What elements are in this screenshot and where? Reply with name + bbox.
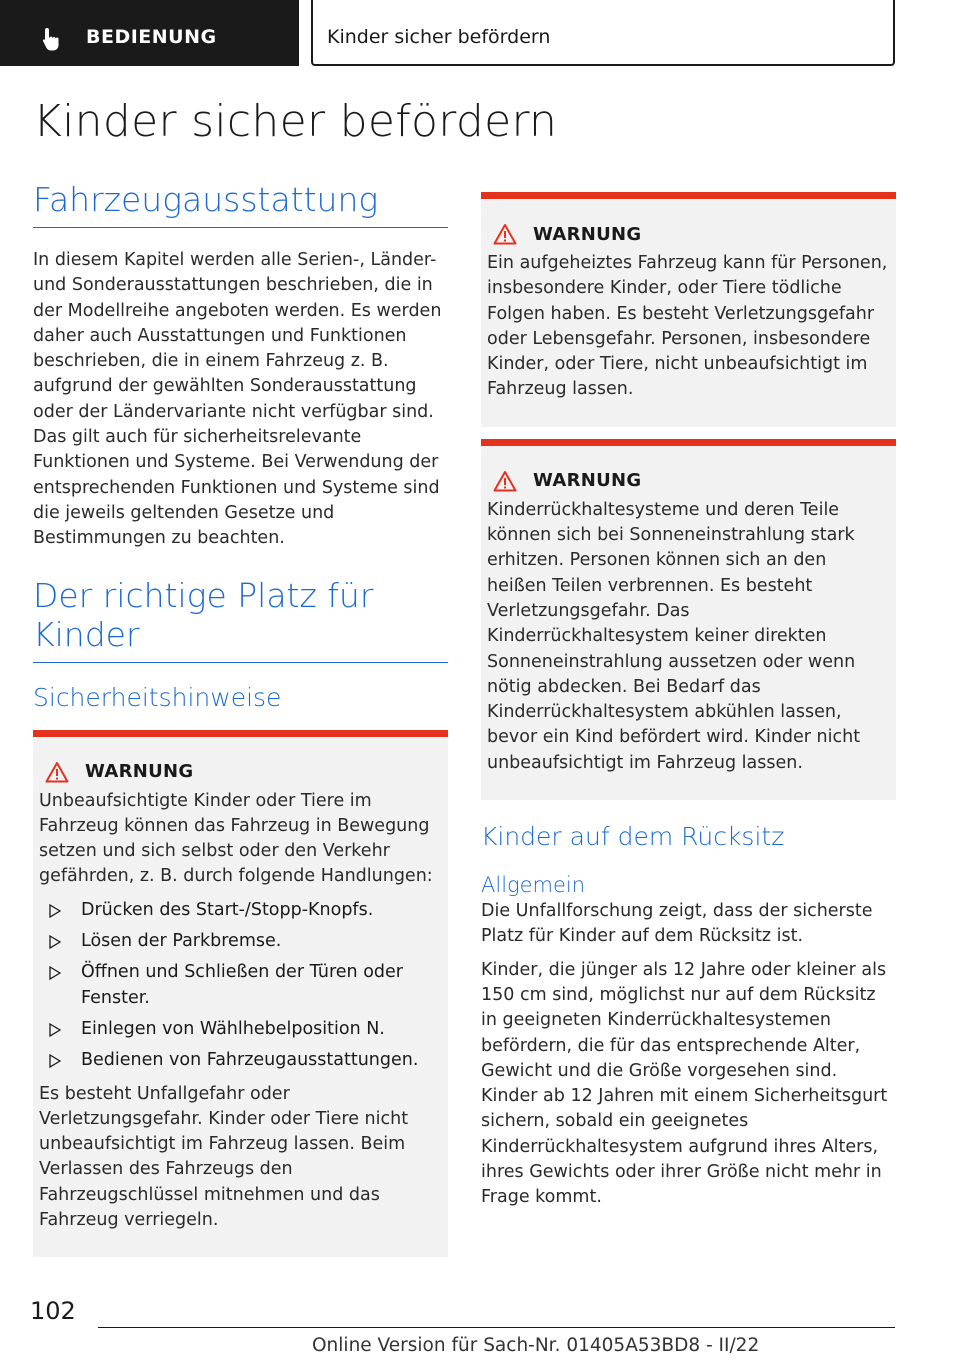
warning-box-heat — [481, 192, 896, 427]
warning-text: Ein aufgeheiztes Fahrzeug kann für Personen, insbesondere Kinder, oder Tiere tödliche Folgen haben. Es besteht Verletzungsgefahr oder Lebensgefahr. Personen, insbesondere Kinder, oder Tiere, nicht unbeaufsichtigt im Fahrzeug lassen. — [487, 253, 888, 400]
section-label: BEDIENUNG — [86, 26, 217, 48]
chapter-tab — [311, 0, 895, 66]
left-column — [33, 180, 448, 1257]
list-item: Lösen der Parkbremse. — [39, 929, 440, 954]
heading-equipment: Fahrzeugausstattung — [33, 180, 448, 228]
page-title: Kinder sicher befördern — [33, 96, 558, 147]
warning-header — [487, 470, 888, 492]
warning-triangle-icon — [493, 223, 517, 245]
section-tab — [0, 0, 299, 66]
triangle-bullet-icon — [49, 1054, 61, 1068]
list-item: Öffnen und Schließen der Türen oder Fenster. — [39, 960, 440, 1011]
equipment-text: In diesem Kapitel werden alle Serien-, Länder- und Sonderausstattungen beschrieben, die in der Modellreihe angeboten werden. Es werden daher auch Ausstattungen und Funktionen beschrieben, die in einem Fahrzeug z. B. aufgrund der gewählten Sonderausstattung oder der Ländervariante nicht verfügbar sind. Das gilt auch für sicherheitsrelevante Funktionen und Systeme. Bei Verwendung der entsprechenden Funktionen und Systeme sind die jeweils geltenden Gesetze und Bestimmungen zu beachten. — [33, 250, 442, 549]
warning-box-unattended — [33, 730, 448, 1258]
heading-place: Der richtige Platz für Kinder — [33, 576, 448, 663]
warning-triangle-icon — [493, 470, 517, 492]
right-column — [481, 192, 896, 1211]
warning-triangle-icon — [45, 761, 69, 783]
warning-header — [487, 223, 888, 245]
chapter-label: Kinder sicher befördern — [327, 26, 551, 48]
heading-rear-seat: Kinder auf dem Rücksitz — [481, 822, 785, 852]
warning-title: WARNUNG — [85, 761, 194, 783]
footer-divider — [98, 1327, 895, 1328]
warning-header — [39, 761, 440, 783]
hand-pointer-icon — [40, 26, 66, 52]
warning-outro: Es besteht Unfallgefahr oder Verletzungsgefahr. Kinder oder Tiere nicht unbeaufsichtigt im Fahrzeug lassen. Beim Verlassen des Fahrzeugs den Fahrzeugschlüssel mitnehmen und das Fahrzeug verriegeln. — [39, 1083, 409, 1231]
warning-intro: Unbeaufsichtigte Kinder oder Tiere im Fahrzeug können das Fahrzeug in Bewegung setzen und sich selbst oder den Verkehr gefährden, z. B. durch folgende Handlungen: — [39, 790, 433, 887]
triangle-bullet-icon — [49, 1023, 61, 1037]
warning-title: WARNUNG — [533, 470, 642, 492]
heading-safety: Sicherheitshinweise — [33, 682, 282, 712]
warning-title: WARNUNG — [533, 223, 642, 245]
triangle-bullet-icon — [49, 966, 61, 980]
warning-text: Kinderrückhaltesysteme und deren Teile können sich bei Sonneneinstrahlung stark erhitzen. Personen können sich an den heißen Teilen verbrennen. Es besteht Verletzungsgefahr. Das Kinderrückhaltesystem keiner direkten Sonneneinstrahlung aussetzen oder wenn nötig abdecken. Bei Bedarf das Kinderrückhaltesystem abkühlen lassen, bevor ein Kind befördert wird. Kinder nicht unbeaufsichtigt im Fahrzeug lassen. — [487, 499, 861, 773]
warning-box-sun — [481, 439, 896, 800]
list-item: Bedienen von Fahrzeugausstattungen. — [39, 1048, 440, 1073]
page-number: 102 — [30, 1297, 76, 1325]
action-list — [39, 898, 440, 1074]
heading-general: Allgemein — [481, 873, 586, 898]
triangle-bullet-icon — [49, 935, 61, 949]
online-version-note: Online Version für Sach-Nr. 01405A53BD8 - II/22 — [312, 1335, 760, 1356]
general-paragraph-1: Die Unfallforschung zeigt, dass der sicherste Platz für Kinder auf dem Rücksitz ist. — [481, 901, 873, 947]
list-item: Drücken des Start-/Stopp-Knopfs. — [39, 898, 440, 923]
triangle-bullet-icon — [49, 904, 61, 918]
list-item: Einlegen von Wählhebelposition N. — [39, 1017, 440, 1042]
general-paragraph-2: Kinder, die jünger als 12 Jahre oder kleiner als 150 cm sind, möglichst nur auf dem Rücksitz in geeigneten Kinderrückhaltesystemen befördern, die für das entsprechende Alter, Gewicht und die Größe vorgesehen sind. Kinder ab 12 Jahren mit einem Sicherheitsgurt sichern, sobald ein geeignetes Kinderrückhaltesystem aufgrund ihres Alters, ihres Gewichts oder ihrer Größe nicht mehr in Frage kommt. — [481, 959, 888, 1208]
